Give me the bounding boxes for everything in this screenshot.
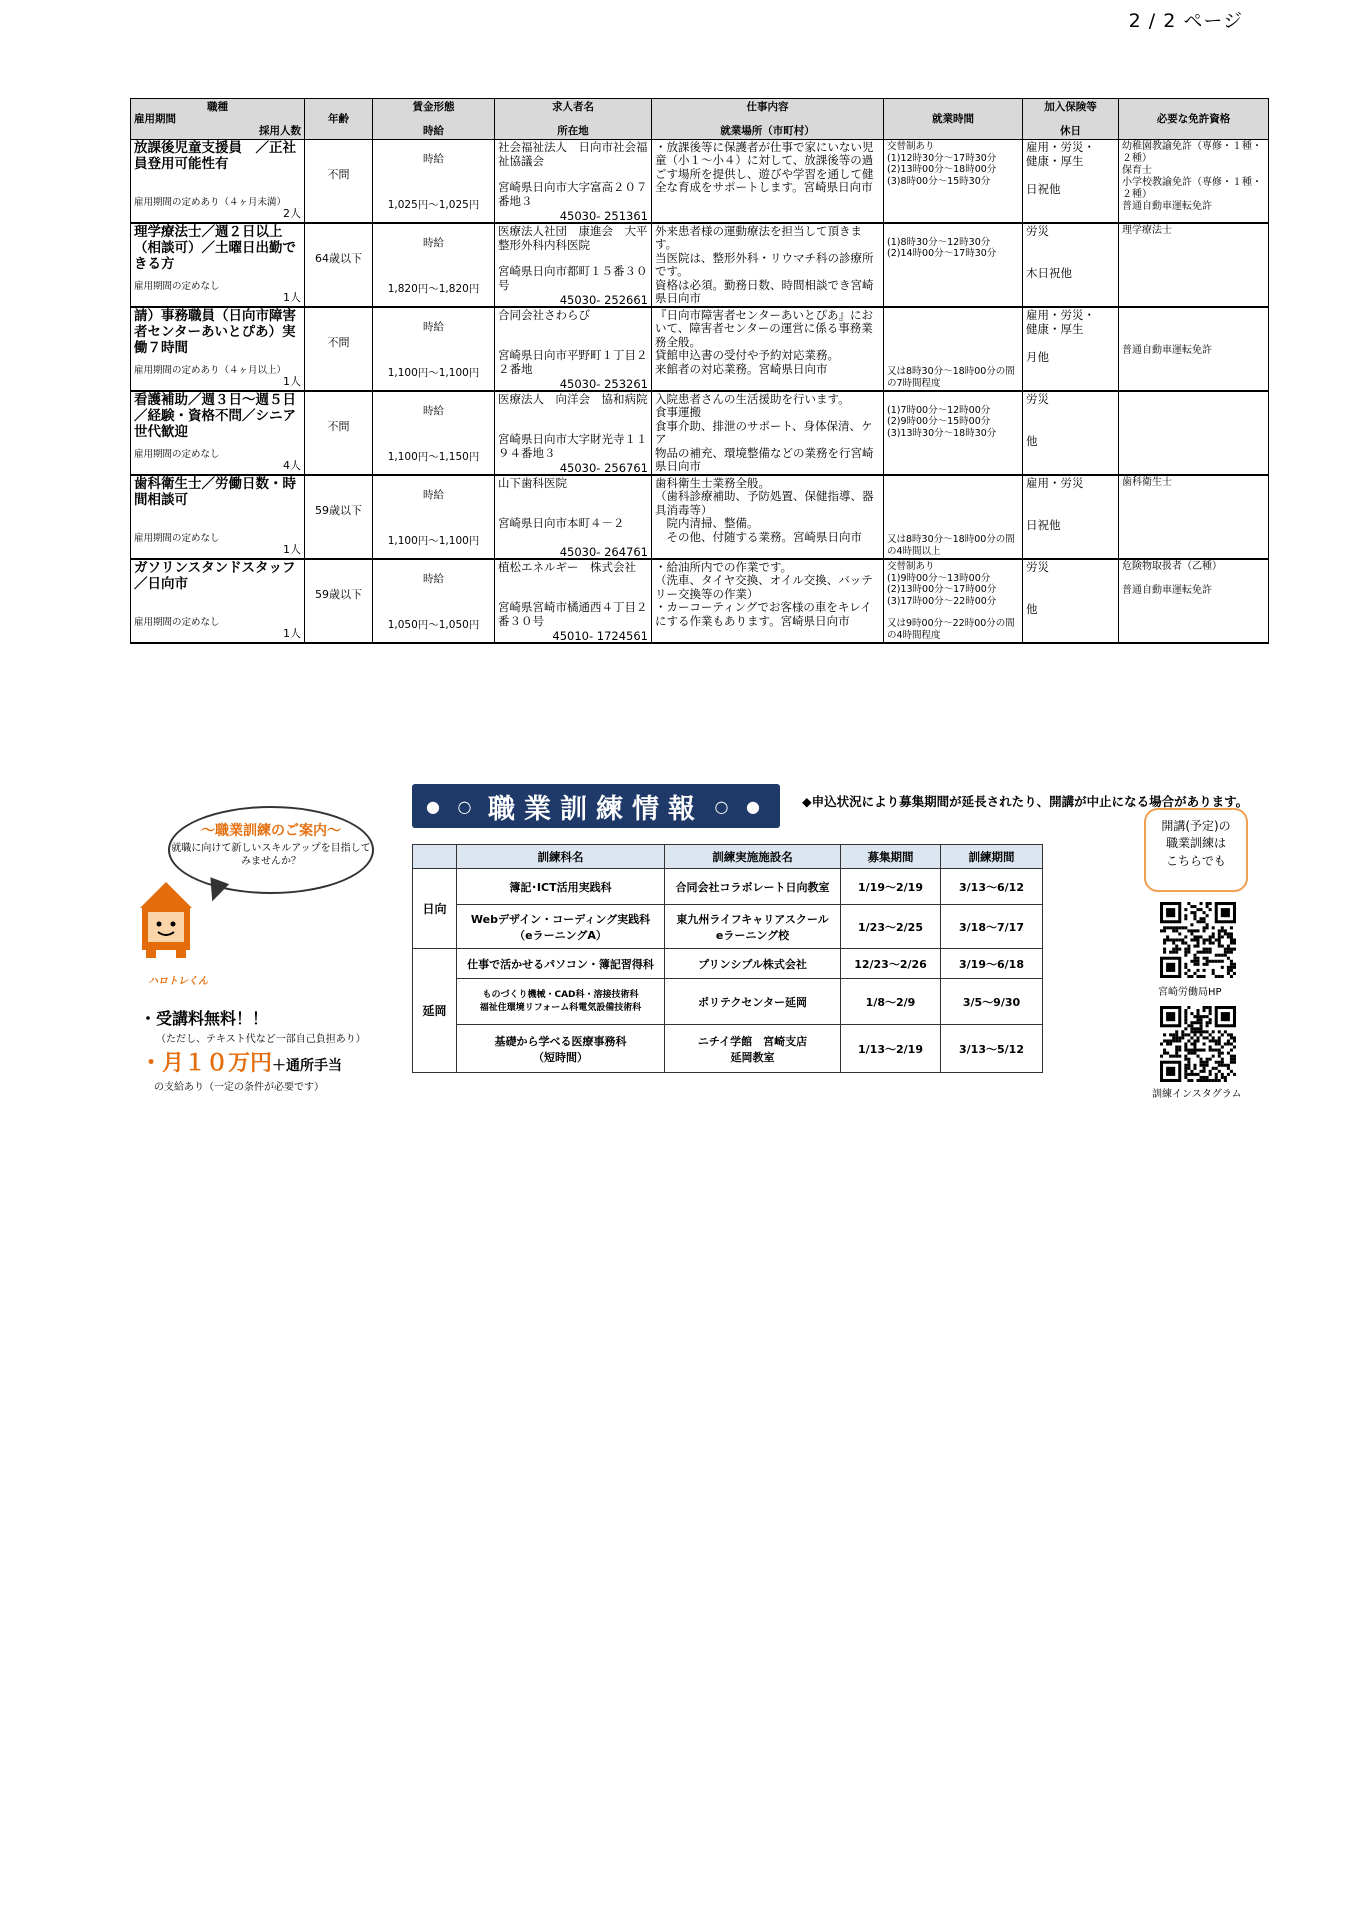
job-wage-type: 時給 xyxy=(423,153,444,165)
job-insurance: 労災 xyxy=(1026,560,1049,574)
header-desc-label: 仕事内容 xyxy=(746,101,789,113)
training-period: 3/13～6/12 xyxy=(941,869,1043,905)
header-insurance xyxy=(1023,99,1119,140)
training-area-hyuga: 日向 xyxy=(413,869,457,949)
job-description: 『日向市障害者センターあいとぴあ』において、障害者センターの運営に係る事務業務全般。 貸館申込書の受付や予約対応業務。 来館者の対応業務。宮崎県日向市 xyxy=(655,309,874,376)
training-course: Webデザイン・コーディング実践科 （eラーニングA） xyxy=(457,905,665,949)
training-period: 3/19～6/18 xyxy=(941,949,1043,979)
job-license xyxy=(1122,393,1265,473)
job-license: 理学療法士 xyxy=(1122,225,1172,236)
training-course: 基礎から学べる医療事務科 （短時間） xyxy=(457,1025,665,1073)
job-age: 64歳以下 xyxy=(315,252,362,265)
header-age xyxy=(305,99,373,140)
training-recruit: 1/13～2/19 xyxy=(841,1025,941,1073)
job-wage: 1,050円～1,050円 xyxy=(387,618,480,631)
job-title: 理学療法士／週２日以上（相談可）／土曜日出勤できる方 xyxy=(134,224,296,272)
qr-label-hp: 宮崎労働局HP xyxy=(1158,987,1222,998)
job-title: 看護補助／週３日～週５日／経験・資格不問／シニア世代歓迎 xyxy=(134,392,296,440)
header-hours-label: 就業時間 xyxy=(932,113,974,125)
job-employer: 山下歯科医院 xyxy=(498,476,567,490)
job-period: 雇用期間の定めなし xyxy=(134,533,220,545)
mascot-name: ハロトレくん xyxy=(148,976,208,987)
job-table xyxy=(130,98,1269,644)
job-period: 雇用期間の定めなし xyxy=(134,449,220,461)
table-row xyxy=(131,307,1269,391)
job-age: 不問 xyxy=(327,420,350,433)
job-age: 59歳以下 xyxy=(315,588,362,601)
job-hours: (1)8時30分～12時30分 (2)14時00分～17時30分 xyxy=(887,237,997,260)
job-number: 45030- 251361 xyxy=(559,208,648,223)
bubble-title: ～職業訓練のご案内～ xyxy=(201,823,341,839)
job-period: 雇用期間の定めあり（４ヶ月未満） xyxy=(134,197,287,209)
job-wage-type: 時給 xyxy=(423,237,444,249)
training-period: 3/18～7/17 xyxy=(941,905,1043,949)
training-course: 簿記･ICT活用実践科 xyxy=(457,869,665,905)
job-employer: 社会福祉法人 日向市社会福祉協議会 xyxy=(498,140,648,168)
training-recruit: 12/23～2/26 xyxy=(841,949,941,979)
job-wage-type: 時給 xyxy=(423,321,444,333)
training-facility: プリンシプル株式会社 xyxy=(665,949,841,979)
training-header-course: 訓練科名 xyxy=(457,845,665,869)
job-title: 歯科衛生士／労働日数・時間相談可 xyxy=(134,476,296,508)
header-age-label: 年齢 xyxy=(328,113,349,125)
job-period: 雇用期間の定めなし xyxy=(134,281,220,293)
header-job xyxy=(131,99,305,140)
job-number: 45010- 1724561 xyxy=(552,628,648,643)
job-hours-shift: 交替制あり xyxy=(887,141,935,152)
training-period: 3/13～5/12 xyxy=(941,1025,1043,1073)
training-period: 3/5～9/30 xyxy=(941,979,1043,1025)
job-license: 普通自動車運転免許 xyxy=(1122,345,1212,356)
job-employer: 医療法人 向洋会 協和病院 xyxy=(498,392,648,406)
header-count: 採用人数 xyxy=(259,124,301,137)
job-hours: (1)7時00分～12時00分 (2)9時00分～15時00分 (3)13時30分～18時30分 xyxy=(887,405,997,439)
training-row xyxy=(413,1025,1043,1073)
job-license: 危険物取扱者（乙種） 普通自動車運転免許 xyxy=(1122,561,1222,596)
header-address: 所在地 xyxy=(557,124,589,137)
training-facility: ニチイ学館 宮崎支店 延岡教室 xyxy=(665,1025,841,1073)
job-count: 1人 xyxy=(283,375,301,389)
training-row xyxy=(413,949,1043,979)
banner-dots-left: ● ○ xyxy=(426,796,478,816)
job-hours: (1)12時30分～17時30分 (2)13時00分～18時00分 (3)8時00分～15時30分 xyxy=(887,153,997,187)
job-number: 45030- 264761 xyxy=(559,544,648,559)
job-holiday: 木日祝他 xyxy=(1026,266,1072,280)
table-row xyxy=(131,223,1269,307)
job-hours-note: 又は8時30分～18時00分の間の4時間以上 xyxy=(887,534,1015,557)
header-wage-type: 賃金形態 xyxy=(412,101,455,113)
job-wage: 1,820円～1,820円 xyxy=(387,282,480,295)
job-address: 宮崎県日向市都町１５番３０号 xyxy=(498,264,648,292)
header-hours xyxy=(884,99,1023,140)
job-employer: 合同会社さわらび xyxy=(498,308,590,322)
job-hours-note: 又は9時00分～22時00分の間の4時間程度 xyxy=(887,618,1015,641)
training-note: ◆申込状況により募集期間が延長されたり、開講が中止になる場合があります。 xyxy=(802,794,1249,809)
job-count: 4人 xyxy=(283,459,301,473)
job-holiday: 日祝他 xyxy=(1026,182,1061,196)
job-address: 宮崎県日向市大字富高２０７番地３ xyxy=(498,180,648,208)
job-period: 雇用期間の定めあり（４ヶ月以上） xyxy=(134,365,287,377)
header-desc xyxy=(652,99,884,140)
job-hours: (1)9時00分～13時00分 (2)13時00分～17時00分 (3)17時00分～22時00分 xyxy=(887,573,997,607)
table-row xyxy=(131,391,1269,475)
training-facility: 合同会社コラボレート日向教室 xyxy=(665,869,841,905)
training-banner xyxy=(412,784,780,828)
allowance-amount: ・月１０万円 xyxy=(140,1051,273,1076)
job-insurance: 雇用・労災・ 健康・厚生 xyxy=(1026,308,1095,336)
job-wage-type: 時給 xyxy=(423,405,444,417)
job-age: 59歳以下 xyxy=(315,504,362,517)
table-row xyxy=(131,140,1269,224)
job-insurance: 労災 xyxy=(1026,392,1049,406)
job-number: 45030- 252661 xyxy=(559,292,648,307)
job-employer: 医療法人社団 康進会 大平整形外科内科医院 xyxy=(498,224,648,252)
mascot-icon xyxy=(136,880,196,960)
job-address: 宮崎県宮崎市橘通西４丁目２番３０号 xyxy=(498,600,648,628)
header-employer-name: 求人者名 xyxy=(552,101,594,113)
job-description: 外来患者様の運動療法を担当して頂きます。 当医院は、整形外科・リウマチ科の診療所です。 資格は必須。勤務日数、時間相談でき宮崎県日向市 xyxy=(655,225,874,305)
training-row xyxy=(413,869,1043,905)
header-license xyxy=(1119,99,1269,140)
training-facility: ポリテクセンター延岡 xyxy=(665,979,841,1025)
job-holiday: 他 xyxy=(1026,602,1038,616)
allowance-note: の支給あり（一定の条件が必要です） xyxy=(154,1082,324,1093)
table-row xyxy=(131,559,1269,643)
training-area-nobeoka: 延岡 xyxy=(413,949,457,1073)
header-employer xyxy=(495,99,652,140)
job-employer: 植松エネルギー 株式会社 xyxy=(498,560,636,574)
training-course: 仕事で活かせるパソコン・簿記習得科 xyxy=(457,949,665,979)
header-period: 雇用期間 xyxy=(134,113,176,125)
qr-code-instagram-icon[interactable] xyxy=(1160,1006,1236,1082)
job-description: ・放課後等に保護者が仕事で家にいない児童（小１～小４）に対して、放課後等の過ごす場所を提供し、遊びや学習を通して健全な育成をサポートします。宮崎県日向市 xyxy=(655,141,874,195)
training-header-row xyxy=(413,845,1043,869)
job-age: 不問 xyxy=(327,336,350,349)
bubble-subtitle: 就職に向けて新しいスキルアップを目指してみませんか？ xyxy=(171,843,371,867)
job-count: 1人 xyxy=(283,627,301,641)
header-license-label: 必要な免許資格 xyxy=(1156,113,1231,125)
qr-code-hp-icon[interactable] xyxy=(1160,902,1236,978)
job-holiday: 月他 xyxy=(1026,350,1049,364)
allowance-extra: ＋通所手当 xyxy=(272,1058,343,1074)
page-number: 2 / 2 ページ xyxy=(1128,10,1243,32)
job-age: 不問 xyxy=(327,168,350,181)
training-recruit: 1/8～2/9 xyxy=(841,979,941,1025)
job-insurance: 雇用・労災・ 健康・厚生 xyxy=(1026,140,1095,168)
job-address: 宮崎県日向市平野町１丁目２２番地 xyxy=(498,348,648,376)
job-title: 請）事務職員（日向市障害者センターあいとぴあ）実働７時間 xyxy=(134,308,296,356)
job-description: 歯科衛生士業務全般。 （歯科診療補助、予防処置、保健指導、器具消毒等） 院内清掃、整備。 その他、付随する業務。宮崎県日向市 xyxy=(655,477,874,544)
job-wage: 1,025円～1,025円 xyxy=(387,198,480,211)
qr-label-instagram: 訓練インスタグラム xyxy=(1152,1089,1242,1100)
training-facility: 東九州ライフキャリアスクール eラーニング校 xyxy=(665,905,841,949)
header-workplace: 就業場所（市町村） xyxy=(720,124,815,137)
job-address: 宮崎県日向市大字財光寺１１９４番地３ xyxy=(498,432,648,460)
training-recruit: 1/19～2/19 xyxy=(841,869,941,905)
job-holiday: 他 xyxy=(1026,434,1038,448)
job-number: 45030- 253261 xyxy=(559,376,648,391)
banner-title: 職業訓練情報 xyxy=(488,793,704,825)
header-insurance-label: 加入保険等 xyxy=(1044,101,1097,113)
table-row xyxy=(131,475,1269,559)
job-period: 雇用期間の定めなし xyxy=(134,617,220,629)
training-header-recruit: 募集期間 xyxy=(841,845,941,869)
job-count: 1人 xyxy=(283,291,301,305)
training-bubble xyxy=(168,806,374,894)
header-job-title: 職種 xyxy=(207,101,228,113)
job-wage-type: 時給 xyxy=(423,573,444,585)
job-license: 幼稚園教諭免許（専修・１種・２種） 保育士 小学校教諭免許（専修・１種・２種） 普通自動車運転免許 xyxy=(1122,141,1262,212)
header-wage-unit: 時給 xyxy=(423,124,444,137)
job-description: ・給油所内での作業です。 （洗車、タイヤ交換、オイル交換、バッテリー交換等の作業） ・カーコーティングでお客様の車をキレイにする作業もあります。宮崎県日向市 xyxy=(655,561,873,628)
job-holiday: 日祝他 xyxy=(1026,518,1061,532)
job-wage: 1,100円～1,100円 xyxy=(387,534,480,547)
training-course: ものづくり機械・CAD科・溶接技術科 福祉住環境リフォーム科電気設備技術科 xyxy=(457,979,665,1025)
free-tuition: ・受講料無料！！ xyxy=(140,1009,269,1028)
job-insurance: 労災 xyxy=(1026,224,1049,238)
job-wage: 1,100円～1,100円 xyxy=(387,366,480,379)
header-holiday: 休日 xyxy=(1060,124,1081,137)
training-header-period: 訓練期間 xyxy=(941,845,1043,869)
job-count: 2人 xyxy=(283,207,301,221)
training-header-area xyxy=(413,845,457,869)
header-wage xyxy=(373,99,495,140)
job-description: 入院患者さんの生活援助を行います。 食事運搬 食事介助、排泄のサポート、身体保清、ケア 物品の補充、環境整備などの業務を行宮崎県日向市 xyxy=(655,393,874,473)
free-tuition-note: （ただし、テキスト代など一部自己負担あり） xyxy=(156,1034,366,1045)
job-number: 45030- 256761 xyxy=(559,460,648,475)
banner-dots-right: ○ ● xyxy=(714,796,766,816)
training-row xyxy=(413,979,1043,1025)
job-insurance: 雇用・労災 xyxy=(1026,476,1084,490)
training-table xyxy=(412,844,1043,1073)
job-address: 宮崎県日向市本町４－２ xyxy=(498,516,625,530)
job-hours-note: 又は8時30分～18時00分の間の7時間程度 xyxy=(887,366,1015,389)
job-title: 放課後児童支援員 ／正社員登用可能性有 xyxy=(134,140,296,172)
table-header-row xyxy=(131,99,1269,140)
schedule-box: 開講(予定)の 職業訓練は こちらでも xyxy=(1144,808,1248,892)
job-count: 1人 xyxy=(283,543,301,557)
job-wage: 1,100円～1,150円 xyxy=(387,450,480,463)
training-recruit: 1/23～2/25 xyxy=(841,905,941,949)
training-header-facility: 訓練実施施設名 xyxy=(665,845,841,869)
job-hours-shift: 交替制あり xyxy=(887,561,935,572)
job-title: ガソリンスタンドスタッフ／日向市 xyxy=(134,560,296,592)
job-wage-type: 時給 xyxy=(423,489,444,501)
training-row xyxy=(413,905,1043,949)
allowance xyxy=(140,1046,342,1077)
job-license: 歯科衛生士 xyxy=(1122,477,1172,488)
